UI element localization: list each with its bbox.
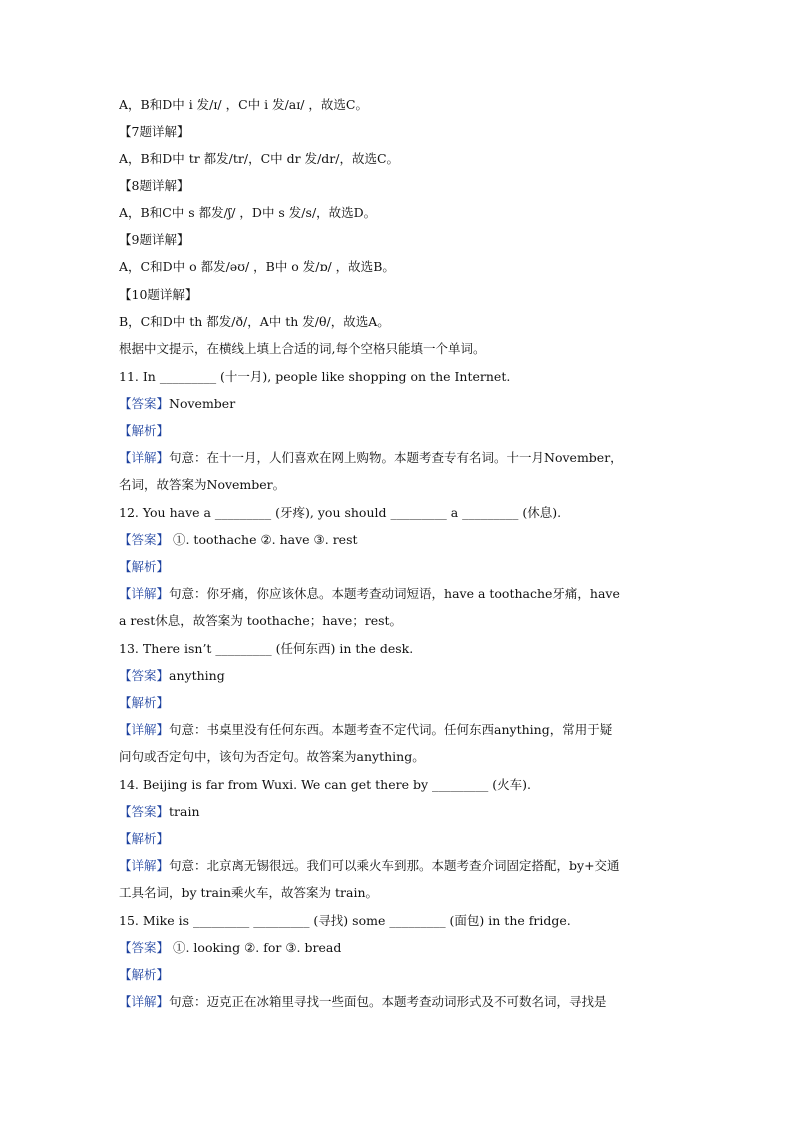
label-tag: 【答案】 xyxy=(119,940,170,955)
label-tag: 【解析】 xyxy=(119,423,170,438)
question-line: 11. In _________ (十一月), people like shopping on the Internet. xyxy=(119,369,511,384)
answer-line xyxy=(119,803,679,821)
answer-line xyxy=(119,395,679,413)
label-text: 句意：你牙痛，你应该休息。本题考查动词短语，have a toothache牙痛，have xyxy=(169,586,620,601)
label-text: November xyxy=(169,396,236,411)
label-text: 句意：北京离无锡很远。我们可以乘火车到那。本题考查介词固定搭配，by+交通 xyxy=(169,858,620,873)
explanation-line: a rest休息，故答案为 toothache；have；rest。 xyxy=(119,613,403,628)
label-text: 句意：在十一月，人们喜欢在网上购物。本题考查专有名词。十一月November， xyxy=(169,450,623,465)
label-tag: 【答案】 xyxy=(119,532,170,547)
label-tag: 【解析】 xyxy=(119,831,170,846)
label-tag: 【详解】 xyxy=(119,858,170,873)
label-text: ①. toothache ②. have ③. rest xyxy=(169,532,358,547)
analysis-heading xyxy=(119,694,679,712)
label-tag: 【答案】 xyxy=(119,396,170,411)
instruction-line: 根据中文提示，在横线上填上合适的词,每个空格只能填一个单词。 xyxy=(119,341,486,356)
question-line: 14. Beijing is far from Wuxi. We can get there by _________ (火车). xyxy=(119,777,531,792)
label-text: anything xyxy=(169,668,225,683)
analysis-heading xyxy=(119,422,679,440)
text-line: B，C和D中 th 都发/ð/，A中 th 发/θ/，故选A。 xyxy=(119,314,390,329)
explanation-line xyxy=(119,857,679,875)
question-line: 15. Mike is _________ _________ (寻找) some _________ (面包) in the fridge. xyxy=(119,913,571,928)
explanation-line xyxy=(119,449,679,467)
section-heading: 【10题详解】 xyxy=(119,287,198,302)
label-tag: 【详解】 xyxy=(119,994,170,1009)
answer-line xyxy=(119,531,679,549)
label-tag: 【详解】 xyxy=(119,450,170,465)
label-text: 句意：迈克正在冰箱里寻找一些面包。本题考查动词形式及不可数名词，寻找是 xyxy=(169,994,607,1009)
label-tag: 【解析】 xyxy=(119,967,170,982)
text-line: A，B和D中 tr 都发/tr/，C中 dr 发/dr/，故选C。 xyxy=(119,151,400,166)
text-line: A，B和C中 s 都发/ʃ/ ，D中 s 发/s/，故选D。 xyxy=(119,205,377,220)
explanation-line: 问句或否定句中，该句为否定句。故答案为anything。 xyxy=(119,749,425,764)
explanation-line xyxy=(119,585,679,603)
analysis-heading xyxy=(119,966,679,984)
explanation-line: 名词，故答案为November。 xyxy=(119,477,286,492)
section-heading: 【8题详解】 xyxy=(119,178,190,193)
label-tag: 【答案】 xyxy=(119,668,170,683)
explanation-line: 工具名词，by train乘火车，故答案为 train。 xyxy=(119,885,379,900)
label-tag: 【解析】 xyxy=(119,559,170,574)
explanation-line xyxy=(119,721,679,739)
label-tag: 【详解】 xyxy=(119,722,170,737)
answer-line xyxy=(119,667,679,685)
label-tag: 【答案】 xyxy=(119,804,170,819)
label-tag: 【详解】 xyxy=(119,586,170,601)
answer-line xyxy=(119,939,679,957)
section-heading: 【9题详解】 xyxy=(119,232,190,247)
label-text: ①. looking ②. for ③. bread xyxy=(169,940,342,955)
question-line: 13. There isn’t _________ (任何东西) in the desk. xyxy=(119,641,414,656)
text-line: A，B和D中 i 发/ɪ/ ，C中 i 发/aɪ/ ，故选C。 xyxy=(119,97,368,112)
label-text: train xyxy=(169,804,200,819)
label-text: 句意：书桌里没有任何东西。本题考查不定代词。任何东西anything，常用于疑 xyxy=(169,722,613,737)
label-tag: 【解析】 xyxy=(119,695,170,710)
analysis-heading xyxy=(119,558,679,576)
text-line: A，C和D中 o 都发/əʊ/ ，B中 o 发/ɒ/ ，故选B。 xyxy=(119,259,395,274)
section-heading: 【7题详解】 xyxy=(119,124,190,139)
explanation-line xyxy=(119,993,679,1011)
analysis-heading xyxy=(119,830,679,848)
question-line: 12. You have a _________ (牙疼), you should _________ a _________ (休息). xyxy=(119,505,562,520)
